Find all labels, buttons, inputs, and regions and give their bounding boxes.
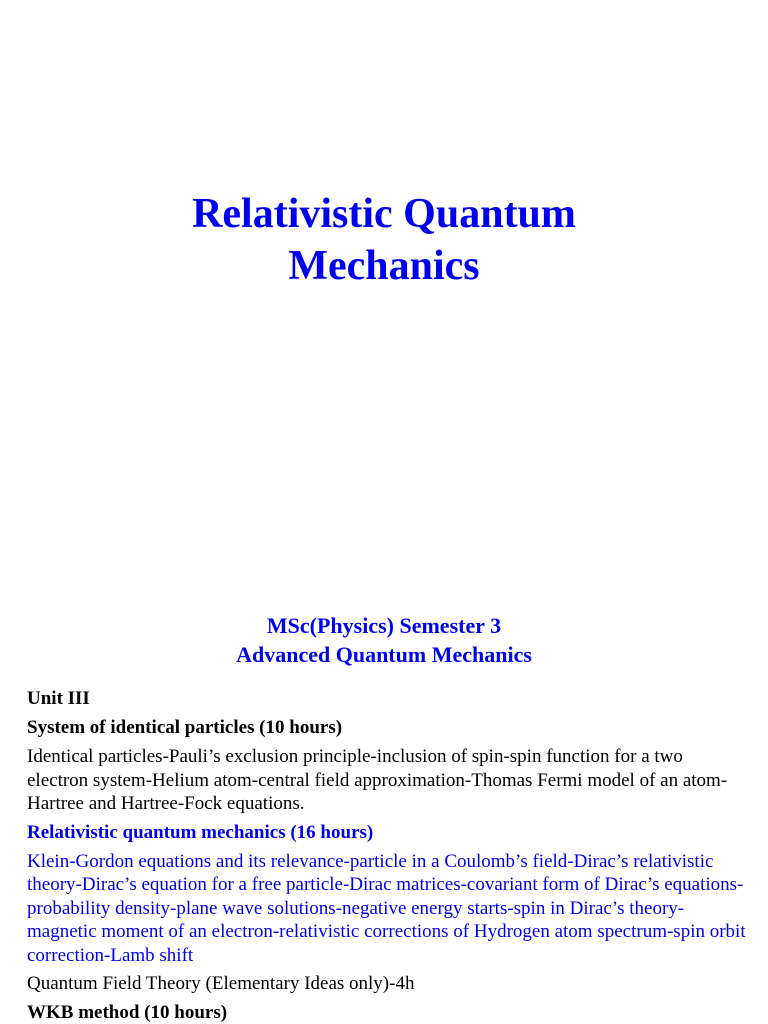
subtitle-line-1: MSc(Physics) Semester 3 — [266, 613, 502, 638]
section-body-qft: Quantum Field Theory (Elementary Ideas only)-4h — [27, 973, 415, 994]
syllabus-content — [27, 687, 747, 1024]
subtitle-line-2: Advanced Quantum Mechanics — [236, 642, 532, 667]
section-body-relativistic-qm: Klein-Gordon equations and its relevance-particle in a Coulomb’s field-Dirac’s relativistic theory-Dirac’s equation for a free particle-Dirac matrices-covariant form of Dirac’s equations-probability density-plane wave solutions-negative energy starts-spin in Dirac’s theory-magnetic moment of an electron-relativistic corrections of Hydrogen atom spectrum-spin orbit correction-Lamb shift — [27, 850, 746, 966]
course-subtitle — [0, 611, 768, 669]
section-heading-relativistic-qm: Relativistic quantum mechanics (16 hours) — [27, 821, 374, 843]
document-title — [0, 188, 768, 292]
unit-label: Unit III — [27, 688, 90, 709]
truncated-heading: WKB method (10 hours) — [27, 1001, 228, 1023]
section-heading-identical-particles: System of identical particles (10 hours) — [27, 717, 343, 738]
title-line-2: Mechanics — [288, 243, 480, 289]
title-line-1: Relativistic Quantum — [192, 191, 576, 237]
section-body-identical-particles: Identical particles-Pauli’s exclusion principle-inclusion of spin-spin function for a two electron system-Helium atom-central field approximation-Thomas Fermi model of an atom-Hartree and Hartree-Fock equations. — [27, 746, 728, 814]
